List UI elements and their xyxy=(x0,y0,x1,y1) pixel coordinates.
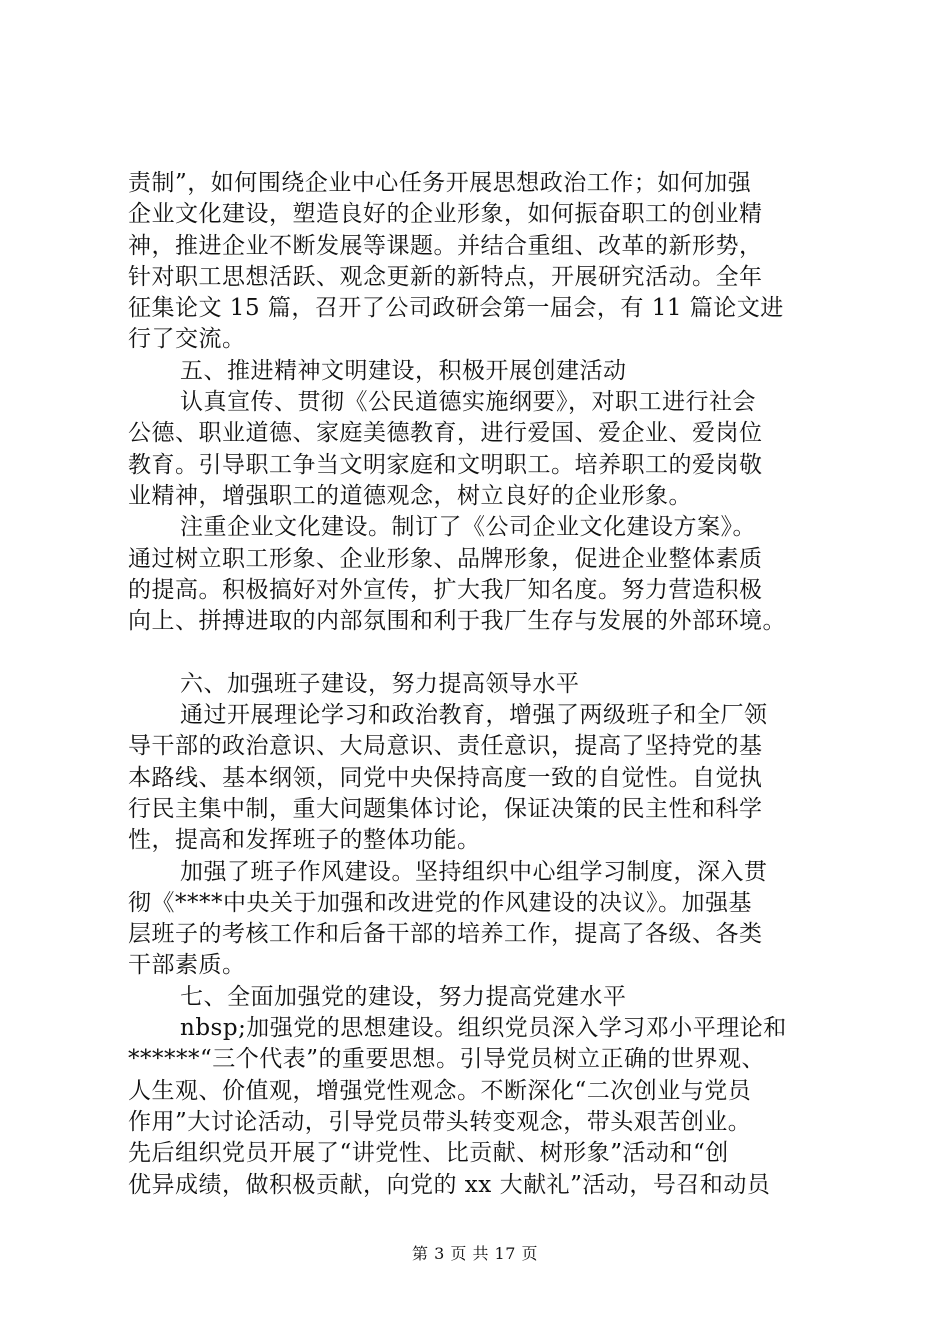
text-line: 企业文化建设，塑造良好的企业形象，如何振奋职工的创业精 xyxy=(128,201,763,228)
text-line: 六、加强班子建设，努力提高领导水平 xyxy=(180,670,580,697)
text-line: 责制”，如何围绕企业中心任务开展思想政治工作；如何加强 xyxy=(128,170,752,196)
body-text xyxy=(128,168,848,1201)
text-line: 业精神，增强职工的道德观念，树立良好的企业形象。 xyxy=(128,482,692,509)
text-line: 层班子的考核工作和后备干部的培养工作，提高了各级、各类 xyxy=(128,921,763,948)
text-line: 人生观、价值观，增强党性观念。不断深化“二次创业与党员 xyxy=(128,1077,752,1104)
document-body xyxy=(128,168,848,1201)
text-line: 导干部的政治意识、大局意识、责任意识，提高了坚持党的基 xyxy=(128,733,763,760)
text-line: 七、全面加强党的建设，努力提高党建水平 xyxy=(180,983,627,1010)
text-line: 行民主集中制，重大问题集体讨论，保证决策的民主性和科学 xyxy=(128,795,763,822)
text-line: 彻《****中央关于加强和改进党的作风建设的决议》。加强基 xyxy=(128,889,752,916)
text-line: nbsp;加强党的思想建设。组织党员深入学习邓小平理论和 xyxy=(180,1015,787,1042)
page-footer: 第 3 页 共 17 页 xyxy=(412,1244,538,1263)
text-line: 神，推进企业不断发展等课题。并结合重组、改革的新形势， xyxy=(128,232,763,259)
text-line: 向上、拼搏进取的内部氛围和利于我厂生存与发展的外部环境。 xyxy=(128,608,786,635)
text-line: 的提高。积极搞好对外宣传，扩大我厂知名度。努力营造积极 xyxy=(128,576,763,603)
text-line: 加强了班子作风建设。坚持组织中心组学习制度，深入贯 xyxy=(180,858,768,885)
text-line: 行了交流。 xyxy=(128,326,246,353)
text-line: 认真宣传、贯彻《公民道德实施纲要》，对职工进行社会 xyxy=(180,389,756,416)
text-line: 注重企业文化建设。制订了《公司企业文化建设方案》。 xyxy=(180,514,756,541)
text-line: 征集论文 15 篇，召开了公司政研会第一届会，有 11 篇论文进 xyxy=(128,295,784,322)
text-line: 公德、职业道德、家庭美德教育，进行爱国、爱企业、爱岗位 xyxy=(128,420,763,447)
text-line: 通过树立职工形象、企业形象、品牌形象，促进企业整体素质 xyxy=(128,545,763,572)
text-line: ******“三个代表”的重要思想。引导党员树立正确的世界观、 xyxy=(128,1046,766,1073)
text-line: 针对职工思想活跃、观念更新的新特点，开展研究活动。全年 xyxy=(128,263,763,290)
text-line: 干部素质。 xyxy=(128,952,246,979)
text-line: 教育。引导职工争当文明家庭和文明职工。培养职工的爱岗敬 xyxy=(128,451,763,478)
text-line: 五、推进精神文明建设，积极开展创建活动 xyxy=(180,357,627,384)
text-line: 本路线、基本纲领，同党中央保持高度一致的自觉性。自觉执 xyxy=(128,764,763,791)
text-line: 先后组织党员开展了“讲党性、比贡献、树形象”活动和“创 xyxy=(128,1140,729,1167)
text-line: 性，提高和发挥班子的整体功能。 xyxy=(128,827,481,854)
blank-line xyxy=(128,637,848,668)
text-line: 通过开展理论学习和政治教育，增强了两级班子和全厂领 xyxy=(180,702,768,729)
text-line: 优异成绩，做积极贡献，向党的 xx 大献礼”活动，号召和动员 xyxy=(128,1171,771,1198)
text-line: 作用”大讨论活动，引导党员带头转变观念，带头艰苦创业。 xyxy=(128,1108,752,1135)
